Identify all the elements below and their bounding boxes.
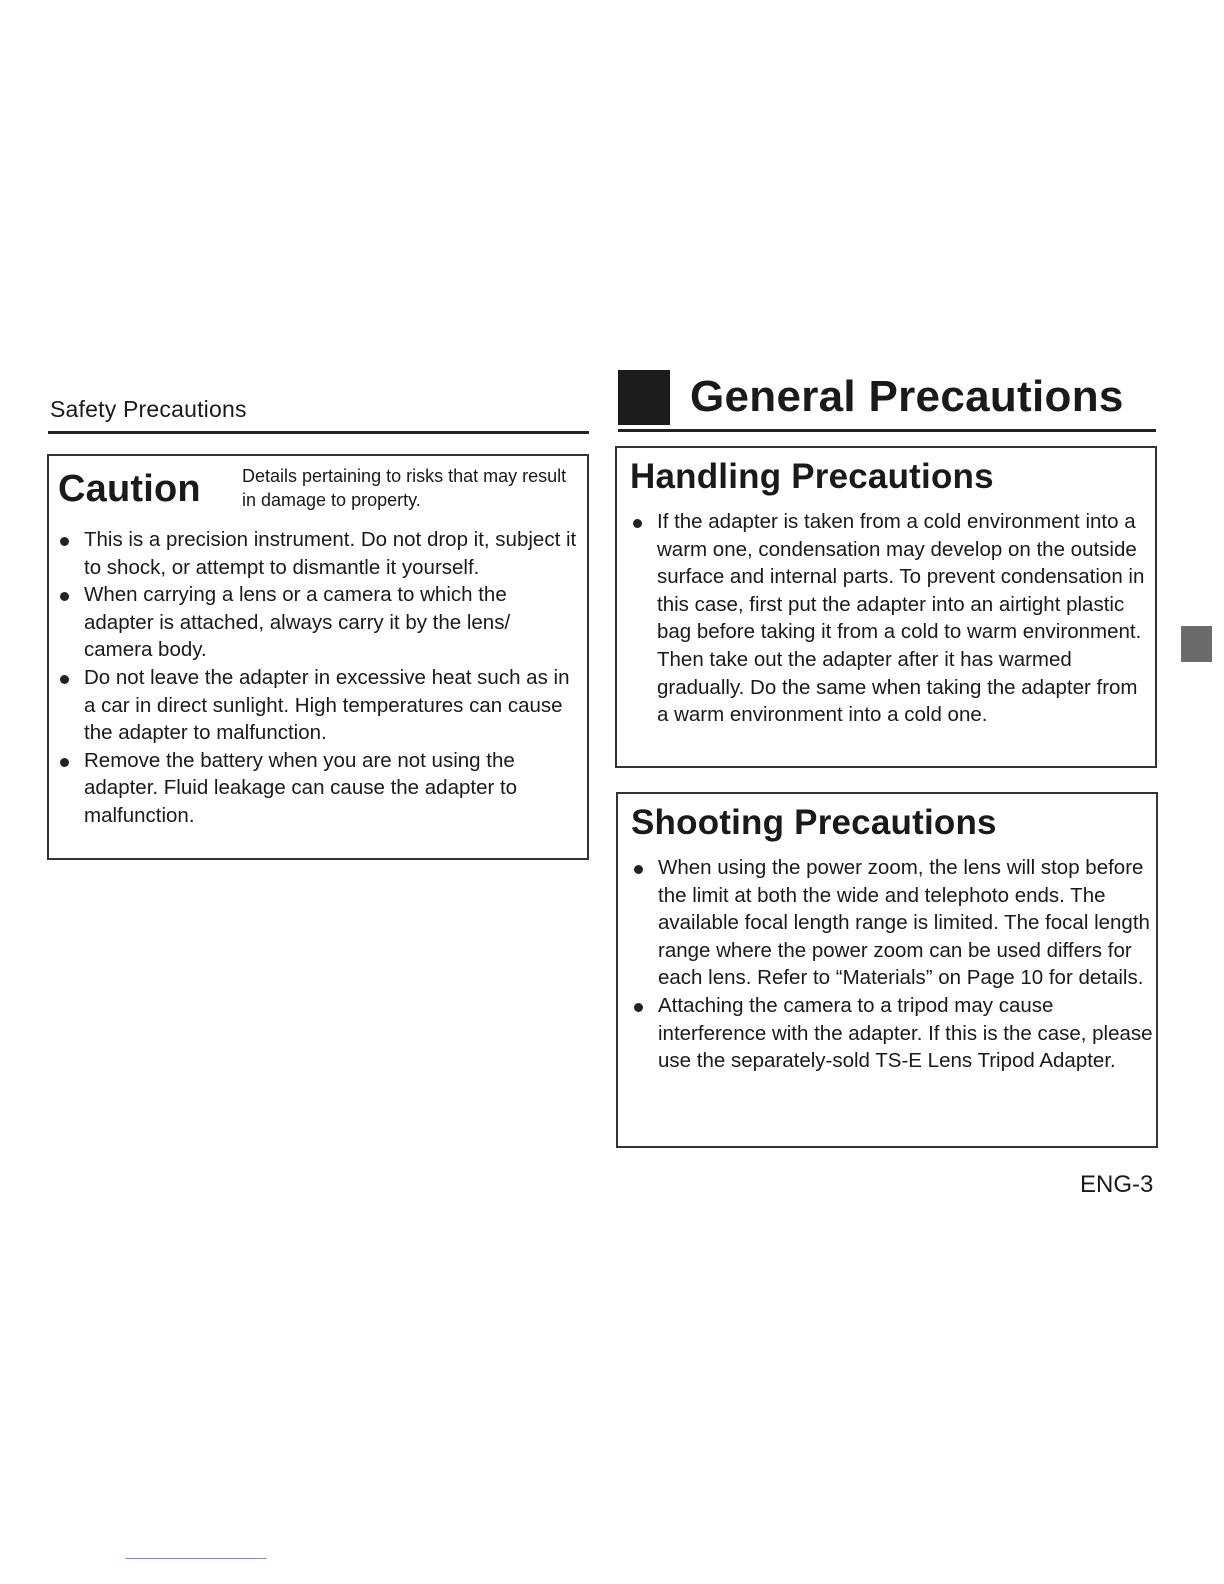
section-marker-square [618,370,670,425]
bullet-icon [60,592,69,601]
bullet-icon [60,537,69,546]
chapter-side-tab [1181,626,1212,662]
left-header-divider [48,431,589,434]
list-item-text: Do not leave the adapter in excessive heat such as in a car in direct sunlight. High temperatures can cause the adapter to malfunction. [84,665,570,745]
list-item [51,526,581,581]
list-item [51,747,581,830]
list-item [625,992,1153,1075]
bottom-decorative-line [125,1558,267,1559]
caution-list [51,526,581,830]
shooting-precautions-box [616,792,1158,1148]
list-item [51,581,581,664]
list-item [625,854,1153,992]
caution-title: Caution [58,468,201,510]
bullet-icon [633,519,642,528]
handling-precautions-list [624,508,1152,729]
section-header-safety-precautions: Safety Precautions [50,396,247,422]
handling-precautions-title: Handling Precautions [630,457,994,496]
bullet-icon [634,1003,643,1012]
shooting-precautions-title: Shooting Precautions [631,803,997,842]
caution-description: Details pertaining to risks that may result in damage to property. [242,466,567,510]
shooting-precautions-list [625,854,1153,1075]
list-item-text: When using the power zoom, the lens will stop before the limit at both the wide and telephoto ends. The available focal length range is limited. The focal length range where the power zoom can be used differs for each lens. Refer to “Materials” on Page 10 for details. [658,856,1150,990]
list-item-text: When carrying a lens or a camera to which the adapter is attached, always carry it by the lens/ camera body. [84,583,511,662]
list-item-text: This is a precision instrument. Do not drop it, subject it to shock, or attempt to dismantle it yourself. [84,528,577,579]
handling-precautions-box [615,446,1157,768]
bullet-icon [60,758,69,767]
bullet-icon [60,675,69,684]
page-title-general-precautions: General Precautions [690,372,1124,421]
list-item-text: Attaching the camera to a tripod may cause interference with the adapter. If this is the case, please use the separately-sold TS-E Lens Tripod Adapter. [658,993,1153,1073]
right-header-divider [618,429,1156,432]
list-item-text: Remove the battery when you are not using the adapter. Fluid leakage can cause the adapter to malfunction. [84,748,518,827]
caution-box [47,454,589,860]
list-item [624,508,1152,729]
bullet-icon [634,865,643,874]
list-item-text: If the adapter is taken from a cold environment into a warm one, condensation may develop on the outside surface and internal parts. To prevent condensation in this case, first put the adapter into an airtight plastic bag before taking it from a cold to warm environment. Then take out the adapter after it has warmed gradually. Do the same when taking the adapter from a warm environment into a cold one. [657,510,1145,727]
list-item [51,664,581,747]
page-number: ENG-3 [1080,1171,1154,1198]
